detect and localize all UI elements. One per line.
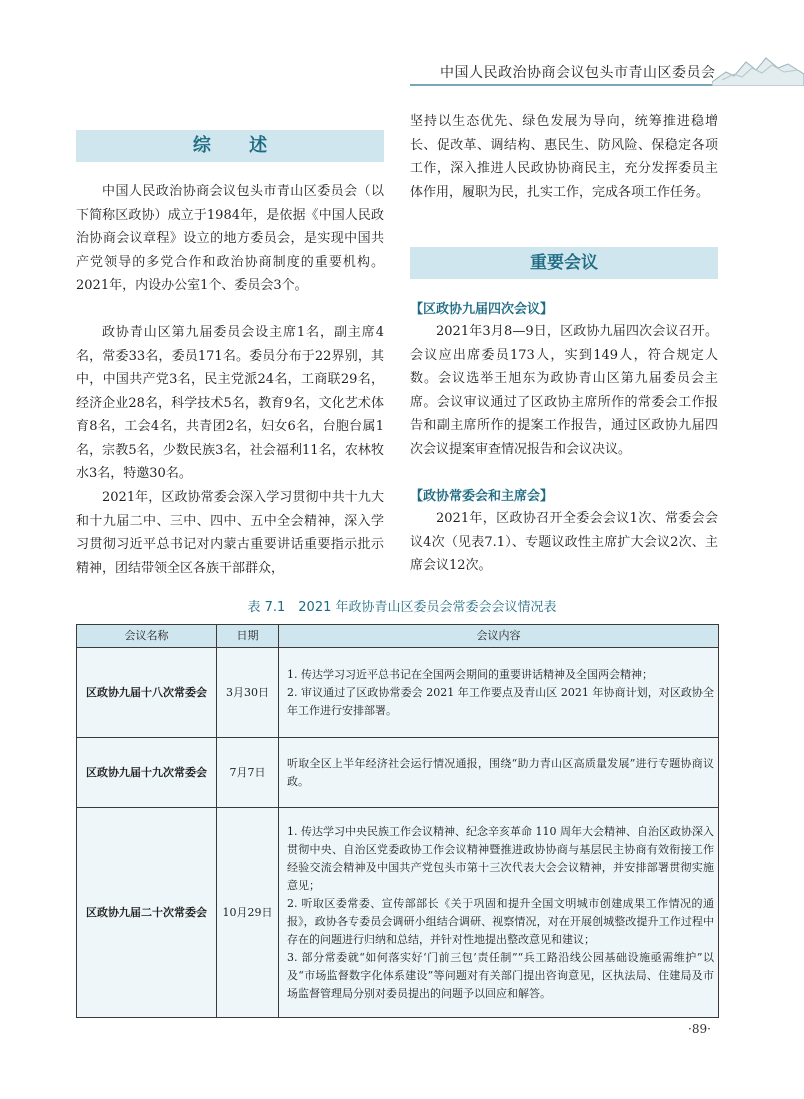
content-item: 2. 听取区委常委、宣传部部长《关于巩固和提升全国文明城市创建成果工作情况的通报》，政协各专委员会调研小组结合调研、视察情况，对在开展创城整改提升工作过程中存在的问题进行归纳和总结，并针对性地提出整改意见和建议；: [287, 896, 714, 946]
table-row: [77, 808, 719, 1018]
header-content: 会议内容: [279, 625, 719, 648]
table-row: [77, 738, 719, 808]
section-heading-overview: 综 述: [76, 130, 384, 162]
meeting-name-cell: 区政协九届二十次常委会: [77, 808, 217, 1018]
content-item: 2. 审议通过了区政协常委会 2021 年工作要点及青山区 2021 年协商计划，对区政协全年工作进行安排部署。: [287, 685, 714, 717]
meeting-content-cell: [279, 648, 719, 738]
meeting-date-cell: 3月30日: [217, 648, 279, 738]
meeting-name-cell: 区政协九届十八次常委会: [77, 648, 217, 738]
meeting-content-cell: [279, 738, 719, 808]
meeting-date-cell: 10月29日: [217, 808, 279, 1018]
overview-paragraph-3: 2021年，区政协常委会深入学习贯彻中共十九大和十九届二中、三中、四中、五中全会精神，深入学习贯彻习近平总书记对内蒙古重要讲话重要指示批示精神，团结带领全区各族干部群众，: [76, 490, 384, 576]
standing-committee-text: 2021年，区政协召开全委会会议1次、常委会会议4次（见表7.1）、专题议政性主席扩大会议2次、主席会议12次。: [410, 511, 718, 573]
table-row: [77, 648, 719, 738]
content-item: 1. 传达学习中央民族工作会议精神、纪念辛亥革命 110 周年大会精神、自治区政协深入贯彻中央、自治区党委政协工作会议精神暨推进政协协商与基层民主协商有效衔接工作经验交流会精神及中国共产党包头市第十三次代表大会会议精神，并安排部署贯彻实施意见；: [287, 824, 714, 892]
running-header-title: 中国人民政治协商会议包头市青山区委员会: [440, 65, 716, 81]
overview-paragraph-1: 中国人民政治协商会议包头市青山区委员会（以下简称区政协）成立于1984年，是依据《中国人民政治协商会议章程》设立的地方委员会，是实现中国共产党领导的多党合作和政治协商制度的重要机构。2021年，内设办公室1个、委员会3个。: [76, 184, 384, 293]
meeting-content-cell: [279, 808, 719, 1018]
meeting-name-cell: 区政协九届十九次常委会: [77, 738, 217, 808]
table-header-row: [77, 625, 719, 648]
header-date: 日期: [217, 625, 279, 648]
overview-paragraph-2: 政协青山区第九届委员会设主席1名，副主席4名，常委33名，委员171名。委员分布于22界别，其中，中国共产党3名，民主党派24名，工商联29名，经济企业28名，科学技术5名，教育9名，文化艺术体育8名，工会4名，共青团2名，妇女6名，台胞台属1名，宗教5名，少数民族3名，社会福利11名，农林牧水3名，特邀30名。: [76, 325, 384, 481]
table-caption: 表 7.1 2021 年政协青山区委员会常委会会议情况表: [247, 600, 557, 615]
page-number: ·89·: [688, 1022, 711, 1036]
subheading-ninth-fourth-session: 【区政协九届四次会议】: [410, 302, 554, 317]
meeting-date-cell: 7月7日: [217, 738, 279, 808]
content-item: 听取全区上半年经济社会运行情况通报，围绕“助力青山区高质量发展”进行专题协商议政。: [287, 756, 714, 788]
meetings-table: [76, 624, 719, 1018]
overview-paragraph-3-continued: 坚持以生态优先、绿色发展为导向，统筹推进稳增长、促改革、调结构、惠民生、防风险、保稳定各项工作，深入推进人民政协协商民主，充分发挥委员主体作用，履职为民，扎实工作，完成各项工作任务。: [410, 114, 718, 200]
subheading-standing-committee: 【政协常委会和主席会】: [410, 489, 554, 504]
content-item: 1. 传达学习习近平总书记在全国两会期间的重要讲话精神及全国两会精神；: [287, 667, 653, 681]
ninth-fourth-session-text: 2021年3月8—9日，区政协九届四次会议召开。会议应出席委员173人，实到149人，符合规定人数。会议选举王旭东为政协青山区第九届委员会主席。会议审议通过了区政协主席所作的常委会工作报告和副主席所作的提案工作报告，通过区政协九届四次会议提案审查情况报告和会议决议。: [410, 324, 718, 457]
landscape-decoration-icon: [712, 52, 804, 86]
content-item: 3. 部分常委就“如何落实好‘门前三包’责任制”“兵工路沿线公园基础设施亟需维护”以及“市场监督数字化体系建设”等问题对有关部门提出咨询意见，区执法局、住建局及市场监督管理局分别对委员提出的问题予以回应和解答。: [287, 950, 714, 1000]
header-meeting-name: 会议名称: [77, 625, 217, 648]
section-heading-meetings: 重要会议: [410, 247, 718, 279]
